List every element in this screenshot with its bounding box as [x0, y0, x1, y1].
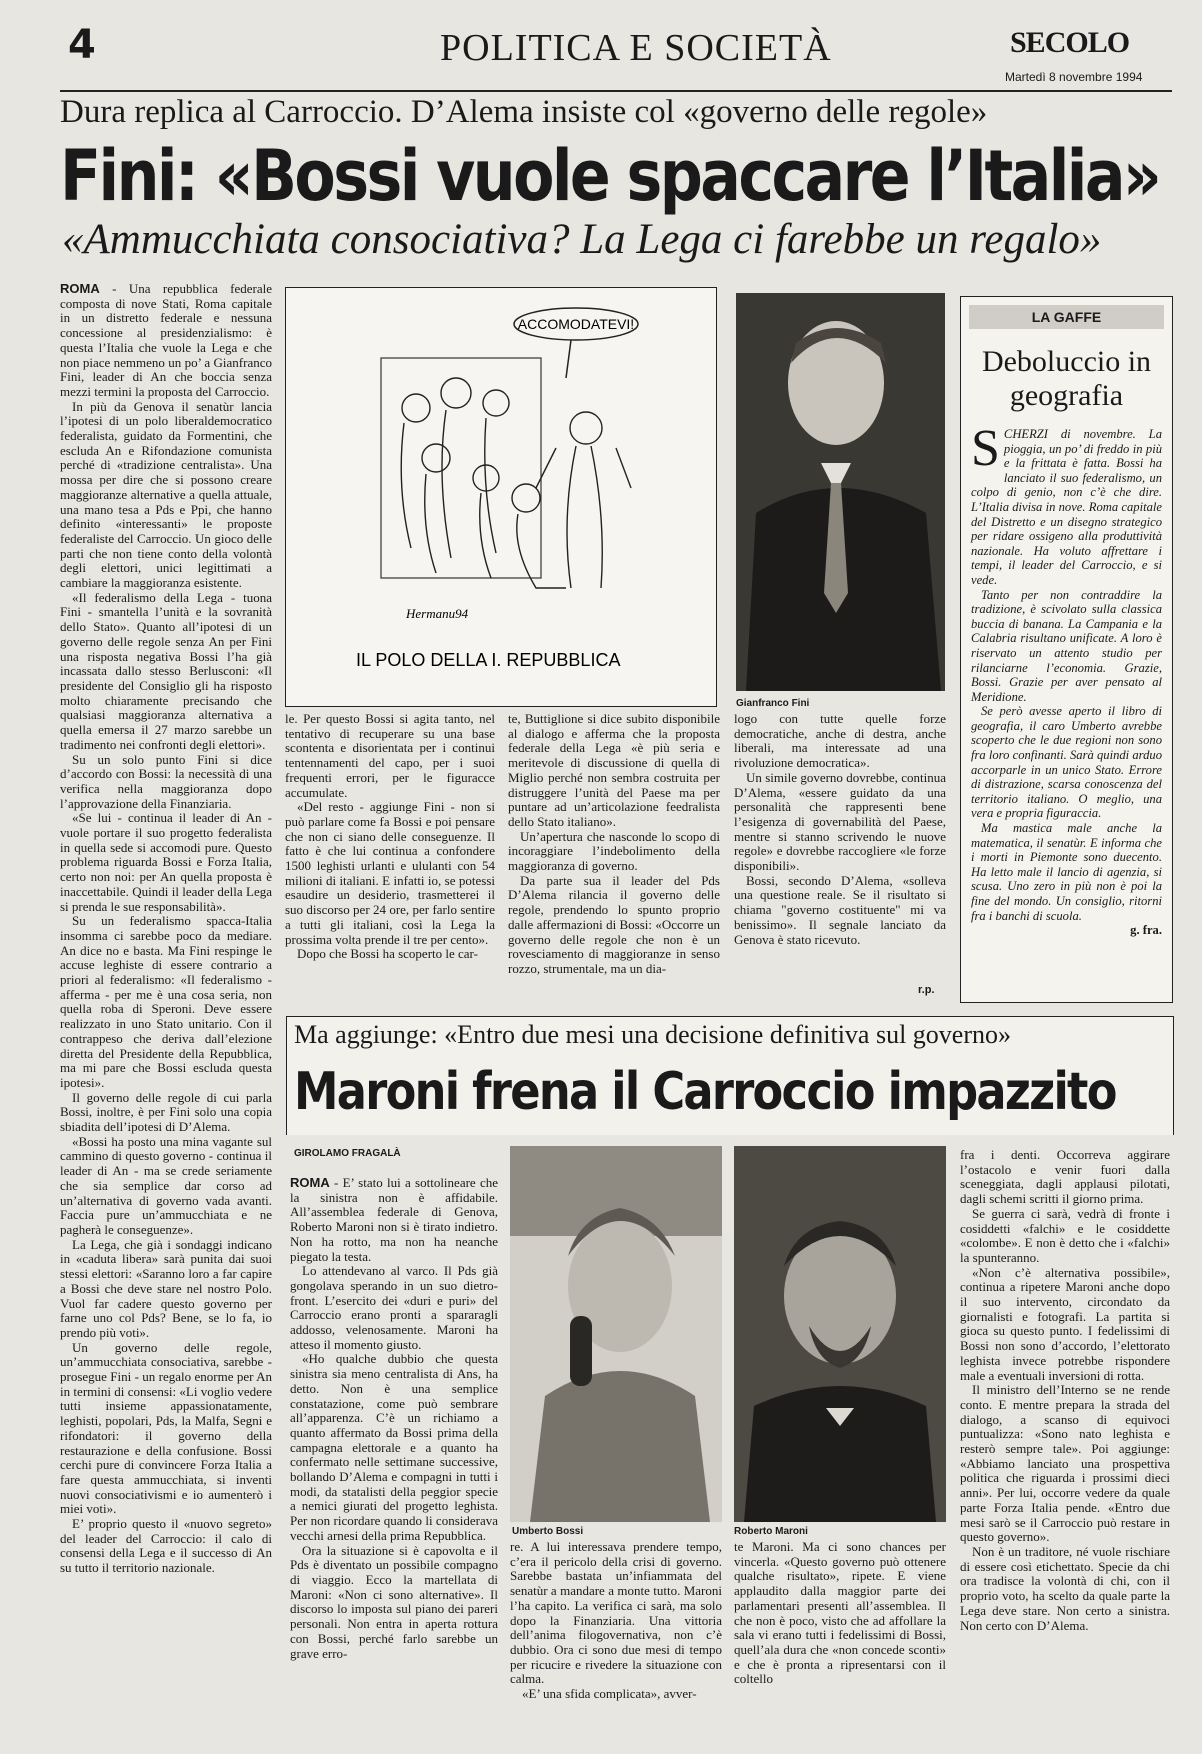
paragraph: Se guerra ci sarà, vedrà di fronte i cosiddetti «falchi» e le cosiddette «colombe». E non è detto che i «falchi» la spunteranno. — [960, 1205, 1170, 1265]
paragraph: Su un solo punto Fini si dice d’accordo con Bossi: la necessità di una verifica nella maggioranza dopo l’approvazione della Finanziaria. — [60, 751, 272, 811]
lead-column-4 — [734, 712, 946, 984]
portrait-drawing — [736, 293, 945, 691]
cartoon-caption: IL POLO DELLA I. REPUBBLICA — [356, 650, 621, 670]
dateline: ROMA — [60, 282, 100, 296]
photo-caption: Roberto Maroni — [734, 1526, 808, 1537]
paragraph: Ora la situazione si è capovolta e il Pds è diventato un possibile compagno di viaggio. Ecco la martellata di Maroni: «Non ci sono alternative». Il discorso lo imposta sul piano dei pareri personali. Non entra in aperta rottura con Bossi, perché farlo sarebbe un grave erro- — [290, 1542, 498, 1661]
paragraph: - E’ stato lui a sottolineare che la sinistra non è affidabile. All’assemblea federale di Genova, Roberto Maroni non si è tirato indietro. Non ha rotto, ma non ha neanche piegato la testa. — [290, 1176, 498, 1264]
gaffe-title: Deboluccio in geografia — [981, 345, 1152, 412]
header-rule — [60, 90, 1172, 92]
paragraph: Lo attendevano al varco. Il Pds già gongolava sperando in un suo dietro-front. L’esercito dei «duri e puri» del Carroccio erano pronti a spararagli addosso, velenosamente. Maroni ha atteso il momento giusto. — [290, 1263, 498, 1352]
gaffe-signature: g. fra. — [1130, 923, 1162, 938]
lead-headline: Fini: «Bossi vuole spaccare l’Italia» — [60, 135, 1160, 217]
gaffe-box — [960, 296, 1173, 1003]
lead-column-2 — [285, 712, 495, 1002]
paragraph: «Il federalismo della Lega - tuona Fini - smantella l’unità e la sovranità dello Stato». Quanto all’ipotesi di un governo delle regole senza An per Fini una risposta negativa Bossi l’ha già incassata dallo stesso Berlusconi: «Il presidente del Consiglio gli ha risposto molto chiaramente precisando che qualsiasi maggioranza alternativa a quella emersa il 27 marzo sarebbe un tradimento nei confronti degli elettori». — [60, 589, 272, 752]
paragraph: CHERZI di novembre. La pioggia, un po’ di freddo in più e la frittata è fatta. Bossi ha lanciato il suo federalismo, un colpo di genio, non c’è che dire. L’Italia divisa in nove. Roma capitale del Distretto e un disegno strategico per ridare ossigeno alla produttività nazionale. Ha voluto affrettare i tempi, il leader del Carroccio, e si vede. — [971, 427, 1162, 587]
page-number: 4 — [68, 22, 96, 68]
paragraph: Bossi, secondo D’Alema, «solleva una questione reale. Se il risultato si chiama "governo costituente" mi va benissimo». Il segnale lanciato da Genova è stato ricevuto. — [734, 872, 946, 947]
paragraph: «Non c’è alternativa possibile», continua a ripetere Maroni anche dopo il suo intervento, circondato da giornalisti e fotografi. La partita si gioca su questo punto. I fedelissimi di Bossi non sono d’accordo, l’elettorato leghista invece potrebbe rispondere male a eventuali inversioni di rotta. — [960, 1264, 1170, 1383]
photo-bossi — [510, 1146, 722, 1522]
byline: GIROLAMO FRAGALÀ — [294, 1148, 401, 1159]
photo-fini — [736, 293, 945, 691]
newspaper-masthead: SECOLO — [1010, 26, 1130, 59]
paragraph: In più da Genova il senatùr lancia l’ipotesi di un polo liberaldemocratico federalista, guidato da Formentini, che escluda An e Rifondazione comunista perché di «tradizione centralista». Una mossa per dire che si possono creare maggioranze alternative a quella attuale, una mano tesa a Pds e Ppi, che hanno definito «interessanti» le proposte federaliste del Carroccio. Un gioco delle parti che non tiene conto della volontà degli elettori, unici legittimati a cambiare la maggioranza esistente. — [60, 398, 272, 591]
lead-column-1 — [60, 282, 272, 1722]
paragraph: Tanto per non contraddire la tradizione, è scivolato sulla classica buccia di banana. La Campania e la Calabria risultano unificate. A loro è riservato un attento studio per rilanciarne l’economia. Grazie, Bossi. Grazie per aver pensato al Meridione. — [971, 587, 1162, 704]
second-column-3 — [734, 1540, 946, 1722]
paragraph: re. A lui interessava prendere tempo, c’era il pericolo della crisi di governo. Sarebbe bastata un’infiammata del senatùr a mandare a monte tutto. Maroni l’ha capito. La verifica ci sarà, ma solo dopo la Finanziaria. Una vittoria dell’anima filogovernativa, non c’è dubbio. Ora ci sono due mesi di tempo per ricucire e rivedere la situazione con calma. — [510, 1540, 722, 1687]
paragraph: Il governo delle regole di cui parla Bossi, inoltre, è per Fini solo una copia sbiadita dell’ipotesi di D’Alema. — [60, 1089, 272, 1135]
paragraph: Se però avesse aperto il libro di geografia, il caro Umberto avrebbe scoperto che le due regioni non sono fra loro confinanti. Sarà quindi arduo accorparle in un unico Stato. Errore di distrazione, scarsa conoscenza del territorio italiano. O meglio, una vera e propria figuraccia. — [971, 704, 1162, 821]
paragraph: Un simile governo dovrebbe, continua D’Alema, «essere guidato da una personalità che rappresenti bene l’esigenza di governabilità del Paese, mentre si stanno scrivendo le nuove regole» e dovrebbe raccogliere «le forze disponibili». — [734, 769, 946, 874]
drop-cap: S — [971, 420, 1000, 477]
lead-signature: r.p. — [918, 984, 935, 996]
paragraph: Il ministro dell’Interno se ne rende conto. E mentre prepara la strada del dialogo, a scanso di equivoci puntualizza: «Sono nato leghista e resterò sempre tale». Poi aggiunge: «Abbiamo lanciato una prospettiva politica che riguarda i prossimi dieci anni». Per lui, occorre vedere da quale parte Forza Italia pende. «Entro due mesi sarò se il Carroccio può restare in questo governo». — [960, 1382, 1170, 1545]
lead-column-3 — [508, 712, 720, 1002]
paragraph: Dopo che Bossi ha scoperto le car- — [297, 946, 478, 962]
speech-balloon: ACCOMODATEVI! — [517, 316, 635, 332]
cartoon-drawing — [286, 288, 716, 706]
paragraph: «Se lui - continua il leader di An - vuole portare il suo progetto federalista in quella sede si accomodi pure. Questo problema riguarda Bossi e Forza Italia, certo non noi: per An quella proposta è inaccettabile. Quindi il leader della Lega si prenda le sue responsabilità». — [60, 810, 272, 914]
paragraph: «Del resto - aggiunge Fini - non si può parlare come fa Bossi e poi pensare che non ci siano delle conseguenze. Il fatto è che lui continua a confondere 1500 leghisti urlanti e ululanti con 54 milioni di italiani. E infatti io, se potessi esaudire un desiderio, trasmetterei il suo discorso per 24 ore, per farlo sentire a tutti gli italiani, così la Lega la prossima volta prende il tre per cento». — [285, 799, 495, 947]
paragraph: La Lega, che già i sondaggi indicano in «caduta libera» sarà punita dai suoi stessi elettori: «Saranno loro a far capire a Bossi che deve stare nel nostro Polo. Vuol far cadere questo governo per farne uno col Pds? Bene, se lo fa, io prendo più voti». — [60, 1236, 272, 1340]
gaffe-body — [971, 420, 1162, 938]
paragraph: «E’ una sfida complicata», avver- — [522, 1686, 697, 1702]
paragraph: Un’apertura che nasconde lo scopo di incoraggiare l’indebolimento della maggioranza di governo. — [508, 828, 720, 874]
paragraph: logo con tutte quelle forze democratiche, anche di destra, anche liberali, ma interessate ad una rivoluzione democratica». — [734, 712, 946, 771]
cartoon — [285, 287, 717, 707]
paragraph: te Maroni. Ma ci sono chances per vincerla. «Questo governo può ottenere qualche risultato», ripete. E viene applaudito dalla maggior parte dei parlamentari presenti all’assemblea. Il che non è poco, visto che ad affollare la sala vi erano tutti i fedelissimi di Bossi, quell’ala dura che «non concede sconti» e che è pronta a ripresentarsi con il coltello — [734, 1540, 946, 1687]
portrait-drawing — [734, 1146, 946, 1522]
second-kicker: Ma aggiunge: «Entro due mesi una decisione definitiva sul governo» — [294, 1020, 1011, 1049]
paragraph: Su un federalismo spacca-Italia insomma ci sarebbe poco da mediare. An dice no e basta. Ma Fini respinge le accuse leghiste di essere contrario a priori al federalismo: «Il federalismo - afferma - per me è una cosa seria, non quella roba di Speroni. Deve essere realizzato in uno Stato unitario. Con il contrappeso che deriva dall’elezione diretta del Presidente della Repubblica, ma mi pare che Bossi escluda questa ipotesi». — [60, 913, 272, 1090]
second-headline: Maroni frena il Carroccio impazzito — [294, 1062, 1116, 1122]
paragraph: «Ho qualche dubbio che questa sinistra sia meno centralista di Ans, ha detto. Non è una semplice constatazione, come può sembrare all’apparenza. C’è un richiamo a quanto affermato da Bossi prima della campagna elettorale e a quanto ha confermato nelle settimane successive, bollando D’Alema e compagni in tutti i modi, da statalisti della peggior specie a nemici giurati del progetto leghista. Per non ricordare quando li considerava vecchi arnesi della prima Repubblica. — [290, 1351, 498, 1543]
photo-maroni — [734, 1146, 946, 1522]
paragraph: Un governo delle regole, un’ammucchiata consociativa, sarebbe - prosegue Fini - un regalo enorme per An in termini di consensi: «Li voglio vedere tutti insieme appassionatamente, leghisti, popolari, Pds, la Malfa, Segni e rifondatori: il governo della restaurazione e della confusione. Bossi cerchi pure di convincere Forza Italia a fare questa ammucchiata, si inventi nuovi consociativismi e io aumenterò i miei voti». — [60, 1339, 272, 1517]
section-title: POLITICA E SOCIETÀ — [440, 27, 832, 69]
paragraph: te, Buttiglione si dice subito disponibile al dialogo e afferma che la proposta federale della Lega «è più seria e meritevole di discussione di quella di Miglio perché non sembra costruita per distruggere l’unità del Paese ma per puntare ad un’articolazione feedralista dello Stato italiano». — [508, 712, 720, 829]
paragraph: - Una repubblica federale composta di nove Stati, Roma capitale in un distretto federale e nessuna concessione al presidenzialismo: è questa l’Italia che vuole la Lega e che non piace nemmeno un po’ a Gianfranco Fini, leader di An che boccia senza mezzi termini la proposta del Carroccio. — [60, 282, 272, 399]
cartoon-signature: Hermanu94 — [406, 606, 469, 621]
second-column-2 — [510, 1540, 722, 1722]
portrait-drawing — [510, 1146, 722, 1522]
gaffe-label: LA GAFFE — [969, 305, 1164, 329]
paragraph: Da parte sua il leader del Pds D’Alema rilancia il governo delle regole, prendendo lo spunto proprio dalle affermazioni di Bossi: «Occorre un governo delle regole che non è un rovesciamento di maggioranze in senso rozzo, strumentale, ma un dia- — [508, 872, 720, 976]
paragraph: Non è un traditore, né vuole rischiare di essere così etichettato. Specie da chi ora tradisce la volontà di chi, con il proprio voto, ha scelto da quale parte la Lega deve stare. Non certo a sinistra. Non certo con D’Alema. — [960, 1543, 1170, 1633]
photo-caption: Umberto Bossi — [512, 1526, 584, 1537]
paragraph: le. Per questo Bossi si agita tanto, nel tentativo di recuperare su una base scontenta e disorientata per i continui tentennamenti del capo, per i suoi frequenti errori, per le figuracce accumulate. — [285, 712, 495, 800]
paragraph: «Bossi ha posto una mina vagante sul cammino di questo governo - continua il leader di An - ma se crede seriamente che sia semplice dar corso ad un’alternativa di governo vada avanti. Faccia pure un’ammucchiata e ne pagherà le conseguenze». — [60, 1133, 272, 1237]
lead-deck: «Ammucchiata consociativa? La Lega ci farebbe un regalo» — [62, 216, 1102, 263]
second-column-4 — [960, 1148, 1170, 1722]
paragraph: E’ proprio questo il «nuovo segreto» del leader del Carroccio: il calo di consensi della Lega e il successo di An su tutto il territorio nazionale. — [60, 1516, 272, 1576]
issue-date: Martedì 8 novembre 1994 — [1005, 70, 1143, 84]
photo-caption: Gianfranco Fini — [736, 698, 810, 709]
lead-kicker: Dura replica al Carroccio. D’Alema insiste col «governo delle regole» — [60, 94, 988, 130]
paragraph: fra i denti. Occorreva aggirare l’ostacolo e venir fuori dalla sceneggiata, dagli applausi pilotati, dagli schemi scritti il giorno prima. — [960, 1148, 1170, 1207]
second-column-1 — [290, 1176, 498, 1722]
paragraph: Ma mastica male anche la matematica, il senatùr. E informa che i morti in Piemonte sono duecento. Ha letto male il lancio di agenzia, si scusa. Uno zero in più non è poi la fine del mondo. Un consiglio, ritorni fra i banchi di scuola. — [971, 821, 1162, 923]
dateline: ROMA — [290, 1176, 330, 1190]
